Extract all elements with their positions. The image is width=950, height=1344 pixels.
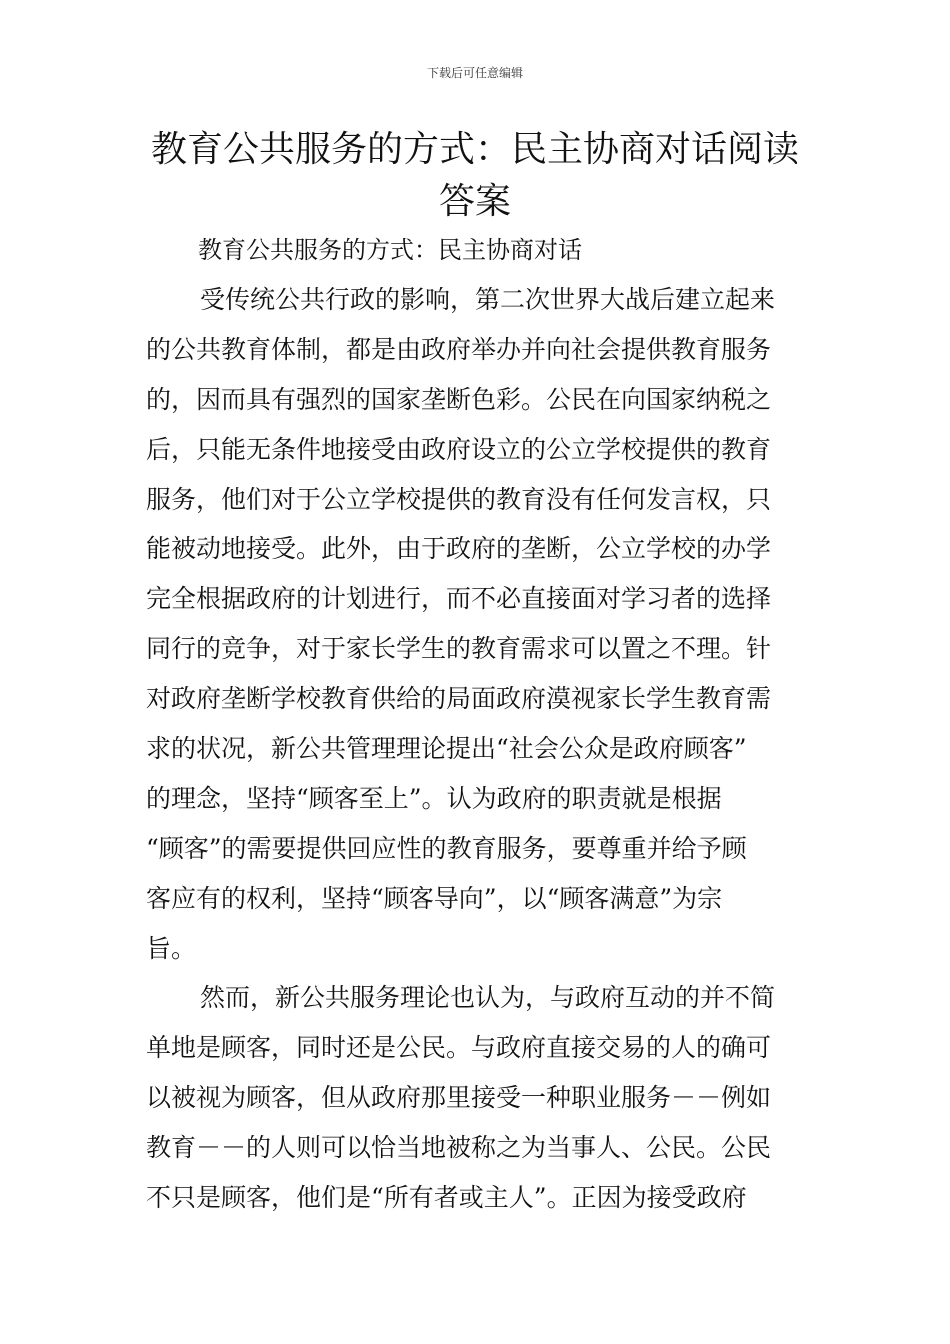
document-subtitle: 教育公共服务的方式：民主协商对话 (198, 236, 582, 264)
paragraph-line: 单地是顾客，同时还是公民。与政府直接交易的人的确可 (146, 1032, 772, 1062)
paragraph-line: 对政府垄断学校教育供给的局面政府漠视家长学生教育需 (146, 684, 772, 714)
paragraph-1 (146, 282, 810, 980)
paragraph-line: 的理念，坚持“顾客至上”。认为政府的职责就是根据 (146, 783, 722, 813)
paragraph-line: “顾客”的需要提供回应性的教育服务，要尊重并给予顾 (146, 833, 747, 863)
paragraph-line: 旨。 (146, 933, 197, 963)
paragraph-line: 求的状况，新公共管理理论提出“社会公众是政府顾客” (146, 734, 747, 764)
paragraph-line: 受传统公共行政的影响，第二次世界大战后建立起来 (200, 285, 776, 314)
paragraph-line: 服务，他们对于公立学校提供的教育没有任何发言权，只 (146, 484, 772, 514)
title-line-1: 教育公共服务的方式：民主协商对话阅读 (150, 129, 799, 170)
title-line-2: 答案 (438, 181, 511, 222)
paragraph-line: 教育－－的人则可以恰当地被称之为当事人、公民。公民 (146, 1132, 772, 1162)
paragraph-line: 的公共教育体制，都是由政府举办并向社会提供教育服务 (146, 334, 772, 364)
paragraph-line: 以被视为顾客，但从政府那里接受一种职业服务－－例如 (146, 1082, 772, 1112)
paragraph-line: 的，因而具有强烈的国家垄断色彩。公民在向国家纳税之 (146, 384, 772, 414)
paragraph-line: 不只是顾客，他们是“所有者或主人”。正因为接受政府 (146, 1182, 747, 1212)
paragraph-line: 后，只能无条件地接受由政府设立的公立学校提供的教育 (146, 434, 772, 464)
paragraph-2 (146, 980, 810, 1229)
paragraph-line: 然而，新公共服务理论也认为，与政府互动的并不简 (200, 983, 776, 1012)
paragraph-line: 同行的竞争，对于家长学生的教育需求可以置之不理。针 (146, 634, 772, 664)
paragraph-line: 完全根据政府的计划进行，而不必直接面对学习者的选择 (146, 584, 772, 614)
document-title (140, 124, 810, 228)
paragraph-line: 客应有的权利，坚持“顾客导向”，以“顾客满意”为宗 (146, 883, 723, 913)
paragraph-line: 能被动地接受。此外，由于政府的垄断，公立学校的办学 (146, 534, 772, 564)
header-note: 下载后可任意编辑 (426, 66, 523, 80)
